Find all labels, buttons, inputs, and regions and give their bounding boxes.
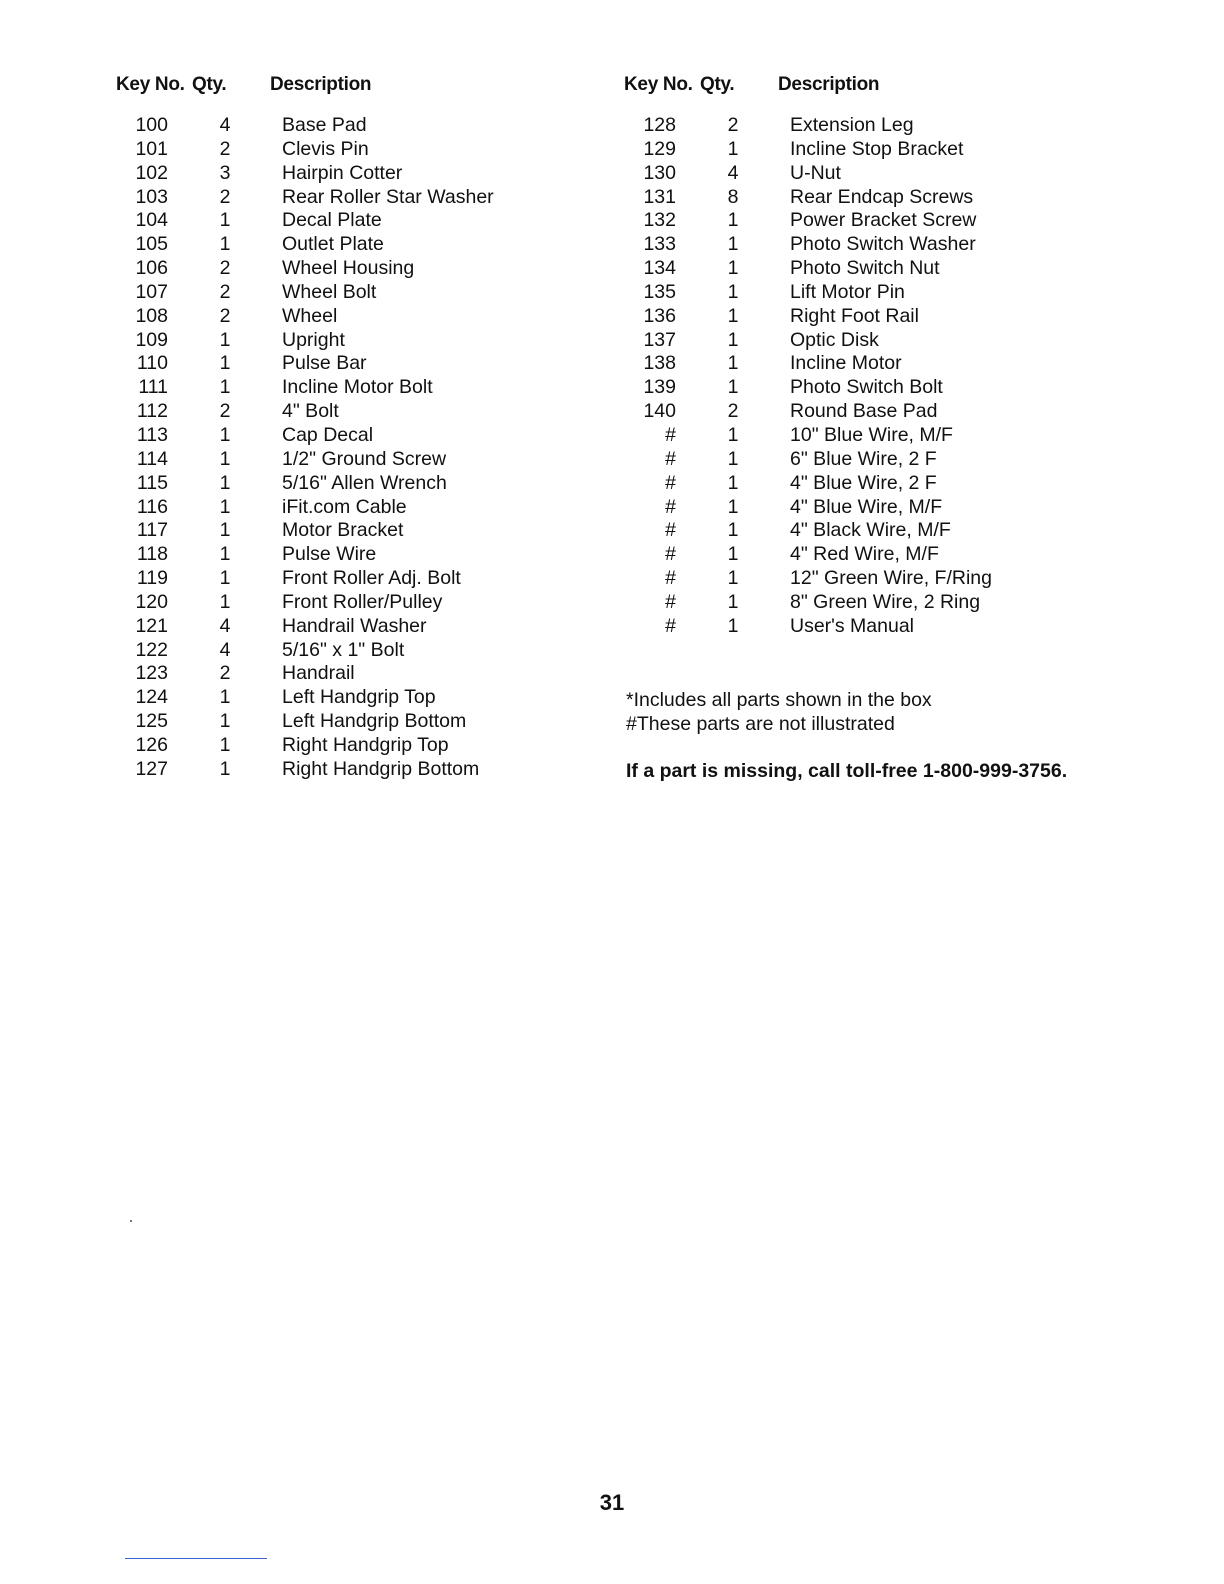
qty-cell: 1 bbox=[727, 543, 739, 566]
description-cell: Photo Switch Bolt bbox=[790, 376, 943, 399]
key-no-cell: 104 bbox=[135, 209, 168, 232]
footer-rule bbox=[125, 1558, 267, 1559]
qty-cell: 1 bbox=[219, 519, 231, 542]
qty-header: Qty. bbox=[192, 74, 227, 95]
table-row bbox=[624, 615, 1104, 639]
parts-rows bbox=[624, 114, 1104, 639]
table-row bbox=[624, 162, 1104, 186]
table-row bbox=[624, 591, 1104, 615]
qty-cell: 1 bbox=[727, 257, 739, 280]
key-no-cell: 106 bbox=[135, 257, 168, 280]
table-row bbox=[624, 567, 1104, 591]
qty-cell: 1 bbox=[727, 495, 739, 518]
qty-cell: 2 bbox=[219, 400, 231, 423]
qty-cell: 1 bbox=[219, 352, 231, 375]
table-row bbox=[624, 519, 1104, 543]
qty-cell: 1 bbox=[219, 233, 231, 256]
table-row bbox=[624, 424, 1104, 448]
description-cell: Rear Endcap Screws bbox=[790, 185, 974, 208]
qty-cell: 1 bbox=[219, 376, 231, 399]
table-row bbox=[116, 758, 596, 782]
table-row bbox=[624, 448, 1104, 472]
description-cell: 12" Green Wire, F/Ring bbox=[790, 567, 992, 590]
table-row bbox=[624, 400, 1104, 424]
key-no-cell: 137 bbox=[643, 328, 676, 351]
description-cell: Clevis Pin bbox=[282, 137, 369, 160]
qty-cell: 2 bbox=[727, 400, 739, 423]
table-row bbox=[116, 352, 596, 376]
key-no-cell: 135 bbox=[643, 280, 676, 303]
key-no-cell: 126 bbox=[135, 733, 168, 756]
table-row bbox=[116, 615, 596, 639]
key-no-cell: 114 bbox=[136, 447, 168, 470]
description-cell: Incline Motor Bolt bbox=[282, 376, 433, 399]
qty-cell: 1 bbox=[727, 471, 739, 494]
description-cell: Power Bracket Screw bbox=[790, 209, 977, 232]
qty-cell: 1 bbox=[727, 447, 739, 470]
table-row bbox=[116, 639, 596, 663]
description-cell: Handrail Washer bbox=[282, 614, 427, 637]
qty-cell: 2 bbox=[219, 662, 231, 685]
parts-list-right bbox=[624, 68, 1104, 639]
description-cell: Wheel Housing bbox=[282, 257, 415, 280]
qty-cell: 1 bbox=[727, 567, 739, 590]
description-cell: Extension Leg bbox=[790, 114, 914, 136]
key-no-cell: 128 bbox=[643, 114, 676, 136]
key-no-cell: # bbox=[665, 495, 676, 518]
qty-cell: 8 bbox=[727, 185, 739, 208]
description-cell: Lift Motor Pin bbox=[790, 280, 905, 303]
qty-cell: 2 bbox=[219, 304, 231, 327]
table-row bbox=[116, 496, 596, 520]
description-cell: Rear Roller Star Washer bbox=[282, 185, 494, 208]
key-no-cell: # bbox=[665, 614, 676, 637]
key-no-cell: 116 bbox=[136, 495, 168, 518]
qty-cell: 1 bbox=[727, 233, 739, 256]
key-no-cell: 103 bbox=[135, 185, 168, 208]
key-no-cell: 130 bbox=[643, 161, 676, 184]
description-cell: Photo Switch Washer bbox=[790, 233, 976, 256]
qty-cell: 4 bbox=[219, 114, 231, 136]
key-no-cell: 110 bbox=[136, 352, 168, 375]
table-row bbox=[116, 233, 596, 257]
key-no-cell: 117 bbox=[136, 519, 168, 542]
key-no-cell: 102 bbox=[135, 161, 168, 184]
key-no-cell: 115 bbox=[136, 471, 168, 494]
table-row bbox=[116, 281, 596, 305]
description-cell: Photo Switch Nut bbox=[790, 257, 940, 280]
qty-cell: 1 bbox=[727, 590, 739, 613]
key-no-header: Key No. bbox=[116, 74, 185, 95]
table-row bbox=[624, 543, 1104, 567]
description-cell: Handrail bbox=[282, 662, 355, 685]
qty-cell: 1 bbox=[727, 614, 739, 637]
table-row bbox=[624, 305, 1104, 329]
table-row bbox=[116, 543, 596, 567]
key-no-cell: 121 bbox=[135, 614, 168, 637]
description-cell: Right Handgrip Bottom bbox=[282, 757, 480, 780]
page-number: 31 bbox=[599, 1490, 625, 1515]
description-cell: 5/16" x 1" Bolt bbox=[282, 638, 405, 661]
key-no-cell: 129 bbox=[643, 137, 676, 160]
table-row bbox=[116, 138, 596, 162]
key-no-cell: 107 bbox=[135, 280, 168, 303]
key-no-cell: 134 bbox=[643, 257, 676, 280]
description-cell: 4" Bolt bbox=[282, 400, 339, 423]
parts-rows bbox=[116, 114, 596, 782]
description-cell: Optic Disk bbox=[790, 328, 879, 351]
key-no-cell: 132 bbox=[643, 209, 676, 232]
description-cell: Right Handgrip Top bbox=[282, 733, 449, 756]
qty-cell: 1 bbox=[727, 137, 739, 160]
description-header: Description bbox=[270, 74, 372, 95]
qty-cell: 2 bbox=[219, 280, 231, 303]
qty-cell: 1 bbox=[219, 590, 231, 613]
key-no-cell: 136 bbox=[643, 304, 676, 327]
qty-cell: 2 bbox=[219, 185, 231, 208]
key-no-header: Key No. bbox=[624, 74, 693, 95]
key-no-cell: 122 bbox=[135, 638, 168, 661]
not-illustrated-note: #These parts are not illustrated bbox=[626, 713, 895, 735]
description-cell: Left Handgrip Bottom bbox=[282, 710, 467, 733]
description-cell: 4" Black Wire, M/F bbox=[790, 519, 951, 542]
description-cell: Front Roller Adj. Bolt bbox=[282, 567, 461, 590]
description-cell: Upright bbox=[282, 328, 345, 351]
key-no-cell: 111 bbox=[138, 376, 168, 399]
qty-cell: 1 bbox=[727, 280, 739, 303]
table-row bbox=[116, 734, 596, 758]
qty-cell: 4 bbox=[219, 614, 231, 637]
key-no-cell: 101 bbox=[135, 137, 168, 160]
qty-cell: 1 bbox=[727, 304, 739, 327]
table-row bbox=[624, 376, 1104, 400]
description-cell: Pulse Bar bbox=[282, 352, 367, 375]
table-row bbox=[116, 186, 596, 210]
qty-cell: 3 bbox=[219, 161, 231, 184]
description-cell: 4" Blue Wire, M/F bbox=[790, 495, 943, 518]
table-row bbox=[116, 567, 596, 591]
table-row bbox=[116, 209, 596, 233]
table-row bbox=[116, 710, 596, 734]
qty-cell: 2 bbox=[219, 137, 231, 160]
description-cell: Round Base Pad bbox=[790, 400, 938, 423]
qty-cell: 4 bbox=[727, 161, 739, 184]
table-row bbox=[116, 662, 596, 686]
table-row bbox=[624, 114, 1104, 138]
key-no-cell: 113 bbox=[136, 423, 168, 446]
description-cell: Cap Decal bbox=[282, 423, 374, 446]
table-row bbox=[624, 138, 1104, 162]
description-cell: iFit.com Cable bbox=[282, 495, 407, 518]
table-row bbox=[624, 472, 1104, 496]
description-cell: U-Nut bbox=[790, 161, 841, 184]
qty-cell: 2 bbox=[219, 257, 231, 280]
missing-part-notice: If a part is missing, call toll-free 1-800-999-3756. bbox=[626, 760, 1068, 782]
description-cell: Motor Bracket bbox=[282, 519, 404, 542]
qty-cell: 1 bbox=[727, 328, 739, 351]
description-cell: 6" Blue Wire, 2 F bbox=[790, 447, 937, 470]
parts-list-left bbox=[116, 68, 596, 782]
description-cell: Pulse Wire bbox=[282, 543, 377, 566]
description-cell: Incline Motor bbox=[790, 352, 902, 375]
key-no-cell: 139 bbox=[643, 376, 676, 399]
key-no-cell: 124 bbox=[135, 686, 168, 709]
key-no-cell: # bbox=[665, 543, 676, 566]
table-row bbox=[116, 329, 596, 353]
description-cell: 5/16" Allen Wrench bbox=[282, 471, 447, 494]
key-no-cell: 131 bbox=[643, 185, 676, 208]
qty-cell: 1 bbox=[727, 352, 739, 375]
qty-cell: 1 bbox=[219, 495, 231, 518]
key-no-cell: 108 bbox=[135, 304, 168, 327]
description-cell: Incline Stop Bracket bbox=[790, 137, 964, 160]
table-row bbox=[624, 352, 1104, 376]
description-cell: 4" Blue Wire, 2 F bbox=[790, 471, 937, 494]
description-cell: Left Handgrip Top bbox=[282, 686, 436, 709]
key-no-cell: 133 bbox=[643, 233, 676, 256]
qty-cell: 1 bbox=[219, 423, 231, 446]
description-cell: 8" Green Wire, 2 Ring bbox=[790, 590, 981, 613]
qty-cell: 1 bbox=[219, 447, 231, 470]
table-row bbox=[624, 257, 1104, 281]
key-no-cell: 112 bbox=[136, 400, 168, 423]
table-row bbox=[116, 686, 596, 710]
key-no-cell: # bbox=[665, 447, 676, 470]
table-row bbox=[624, 329, 1104, 353]
qty-header: Qty. bbox=[700, 74, 735, 95]
description-cell: Hairpin Cotter bbox=[282, 161, 403, 184]
table-row bbox=[116, 400, 596, 424]
description-header: Description bbox=[778, 74, 880, 95]
table-header bbox=[116, 68, 596, 96]
key-no-cell: # bbox=[665, 423, 676, 446]
table-row bbox=[116, 162, 596, 186]
qty-cell: 1 bbox=[219, 710, 231, 733]
qty-cell: 1 bbox=[727, 376, 739, 399]
table-row bbox=[116, 376, 596, 400]
description-cell: 1/2" Ground Screw bbox=[282, 447, 447, 470]
description-cell: Right Foot Rail bbox=[790, 304, 919, 327]
key-no-cell: 138 bbox=[643, 352, 676, 375]
table-row bbox=[116, 257, 596, 281]
key-no-cell: # bbox=[665, 567, 676, 590]
qty-cell: 1 bbox=[219, 567, 231, 590]
qty-cell: 1 bbox=[219, 757, 231, 780]
description-cell: Wheel Bolt bbox=[282, 280, 377, 303]
table-row bbox=[116, 591, 596, 615]
table-row bbox=[624, 209, 1104, 233]
qty-cell: 1 bbox=[219, 209, 231, 232]
table-row bbox=[624, 186, 1104, 210]
table-row bbox=[116, 472, 596, 496]
qty-cell: 1 bbox=[727, 423, 739, 446]
qty-cell: 2 bbox=[727, 114, 739, 136]
qty-cell: 1 bbox=[219, 543, 231, 566]
key-no-cell: 120 bbox=[135, 590, 168, 613]
footnotes bbox=[626, 688, 932, 736]
table-row bbox=[116, 519, 596, 543]
description-cell: 4" Red Wire, M/F bbox=[790, 543, 939, 566]
includes-note: *Includes all parts shown in the box bbox=[626, 689, 932, 711]
key-no-cell: 118 bbox=[136, 543, 168, 566]
qty-cell: 1 bbox=[219, 471, 231, 494]
qty-cell: 1 bbox=[727, 519, 739, 542]
table-row bbox=[624, 496, 1104, 520]
key-no-cell: # bbox=[665, 519, 676, 542]
table-row bbox=[116, 424, 596, 448]
key-no-cell: 119 bbox=[136, 567, 168, 590]
key-no-cell: 127 bbox=[135, 757, 168, 780]
key-no-cell: 123 bbox=[135, 662, 168, 685]
description-cell: User's Manual bbox=[790, 614, 915, 637]
scan-speck bbox=[130, 1220, 132, 1222]
key-no-cell: 125 bbox=[135, 710, 168, 733]
table-row bbox=[624, 233, 1104, 257]
table-row bbox=[624, 281, 1104, 305]
description-cell: 10" Blue Wire, M/F bbox=[790, 423, 953, 446]
description-cell: Wheel bbox=[282, 304, 338, 327]
description-cell: Decal Plate bbox=[282, 209, 382, 232]
qty-cell: 1 bbox=[219, 686, 231, 709]
table-header bbox=[624, 68, 1104, 96]
qty-cell: 1 bbox=[727, 209, 739, 232]
key-no-cell: # bbox=[665, 590, 676, 613]
key-no-cell: 100 bbox=[135, 114, 168, 136]
table-row bbox=[116, 305, 596, 329]
description-cell: Base Pad bbox=[282, 114, 367, 136]
description-cell: Outlet Plate bbox=[282, 233, 384, 256]
table-row bbox=[116, 114, 596, 138]
key-no-cell: 105 bbox=[135, 233, 168, 256]
qty-cell: 1 bbox=[219, 328, 231, 351]
key-no-cell: 140 bbox=[643, 400, 676, 423]
table-row bbox=[116, 448, 596, 472]
key-no-cell: # bbox=[665, 471, 676, 494]
description-cell: Front Roller/Pulley bbox=[282, 590, 443, 613]
qty-cell: 4 bbox=[219, 638, 231, 661]
key-no-cell: 109 bbox=[135, 328, 168, 351]
qty-cell: 1 bbox=[219, 733, 231, 756]
